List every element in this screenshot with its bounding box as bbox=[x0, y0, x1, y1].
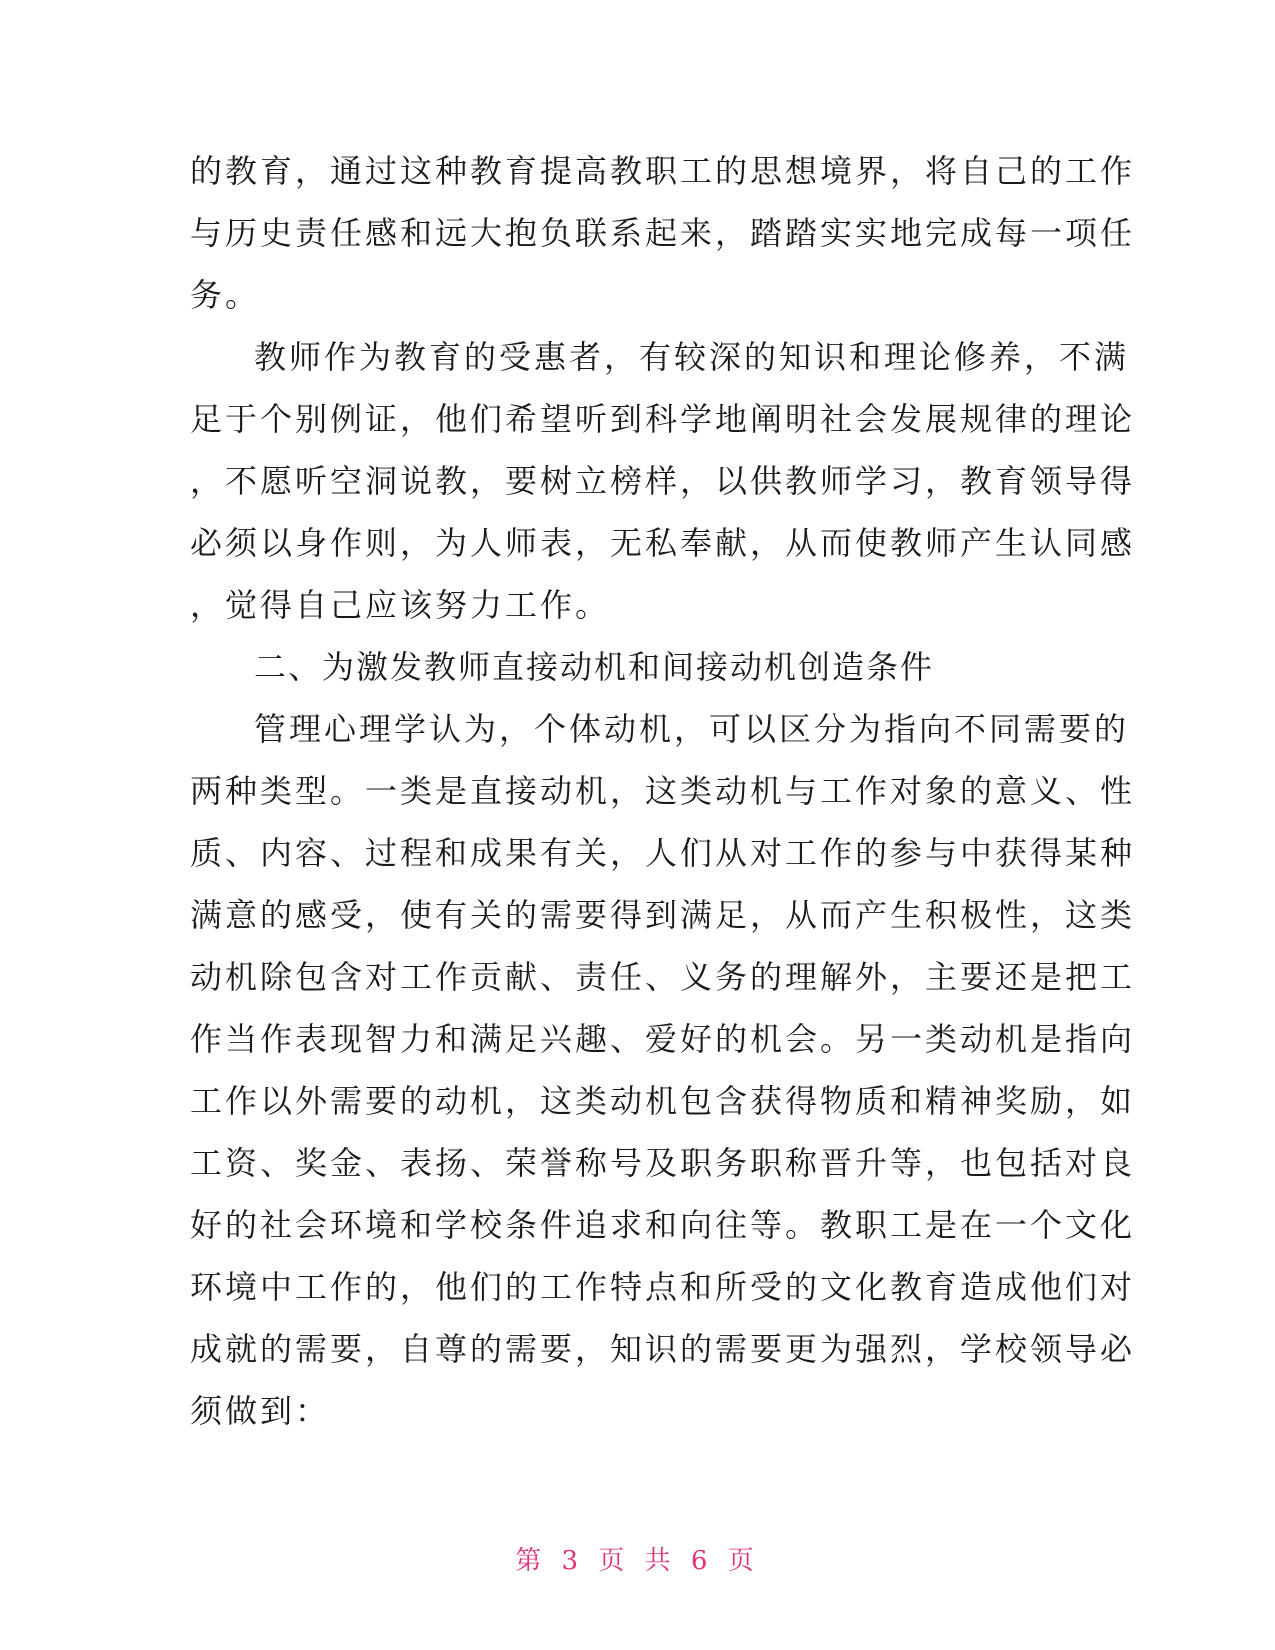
text-line: 满意的感受，使有关的需要得到满足，从而产生积极性，这类 bbox=[190, 896, 1136, 934]
text-line: 工作以外需要的动机，这类动机包含获得物质和精神奖励，如 bbox=[190, 1082, 1136, 1120]
text-line: 须做到： bbox=[190, 1392, 331, 1430]
page-footer: 第 3 页 共 6 页 bbox=[515, 1546, 760, 1576]
text-line: 成就的需要，自尊的需要，知识的需要更为强烈，学校领导必 bbox=[190, 1330, 1136, 1368]
text-line: ，觉得自己应该努力工作。 bbox=[190, 586, 611, 624]
document-body bbox=[190, 140, 1136, 1442]
text-line: 环境中工作的，他们的工作特点和所受的文化教育造成他们对 bbox=[190, 1268, 1136, 1306]
text-line: 教师作为教育的受惠者，有较深的知识和理论修养，不满 bbox=[254, 338, 1130, 376]
text-line: 务。 bbox=[190, 276, 261, 314]
text-line: 工资、奖金、表扬、荣誉称号及职务职称晋升等，也包括对良 bbox=[190, 1144, 1136, 1182]
text-line: 动机除包含对工作贡献、责任、义务的理解外，主要还是把工 bbox=[190, 958, 1136, 996]
text-line: 与历史责任感和远大抱负联系起来，踏踏实实地完成每一项任 bbox=[190, 214, 1136, 252]
section-heading-line: 二、为激发教师直接动机和间接动机创造条件 bbox=[254, 648, 935, 686]
text-line: 足于个别例证，他们希望听到科学地阐明社会发展规律的理论 bbox=[190, 400, 1136, 438]
text-line: 的教育，通过这种教育提高教职工的思想境界，将自己的工作 bbox=[190, 152, 1136, 190]
text-line: 必须以身作则，为人师表，无私奉献，从而使教师产生认同感 bbox=[190, 524, 1136, 562]
text-line: ，不愿听空洞说教，要树立榜样，以供教师学习，教育领导得 bbox=[190, 462, 1136, 500]
text-line: 质、内容、过程和成果有关，人们从对工作的参与中获得某种 bbox=[190, 834, 1136, 872]
text-line: 好的社会环境和学校条件追求和向往等。教职工是在一个文化 bbox=[190, 1206, 1136, 1244]
text-line: 两种类型。一类是直接动机，这类动机与工作对象的意义、性 bbox=[190, 772, 1136, 810]
text-line: 管理心理学认为，个体动机，可以区分为指向不同需要的 bbox=[254, 710, 1130, 748]
text-line: 作当作表现智力和满足兴趣、爱好的机会。另一类动机是指向 bbox=[190, 1020, 1136, 1058]
